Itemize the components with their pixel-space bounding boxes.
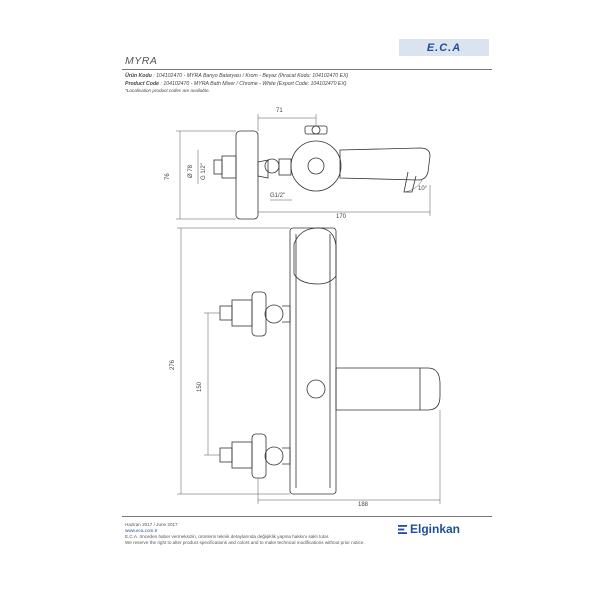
footer-disclaimer-tr: E.C.A. önceden haber vermeksizin, ürünlerin teknik detaylarında değişiklik yapma hakkını saklı tutar.	[125, 534, 330, 539]
handle-knob-top	[312, 126, 320, 134]
footer-date: Haziran 2017 / June 2017	[125, 522, 178, 527]
dim-label-276: 276	[170, 359, 176, 370]
mixer-core-top	[308, 158, 324, 174]
flow-lever	[336, 368, 440, 410]
top-view	[214, 126, 430, 219]
eccentric-top	[258, 160, 268, 178]
elginkan-logo-text: Elginkan	[410, 522, 461, 536]
footer-divider	[122, 516, 492, 517]
inlet-nut-upper	[232, 300, 252, 326]
eca-logo-text: E.C.A	[426, 41, 462, 54]
inlet-nut-lower	[232, 442, 252, 468]
product-title: MYRA	[125, 55, 158, 67]
inlet-nut-top	[222, 156, 236, 178]
product-code-en-value: : 104102470 - MYRA Bath Mixer / Chrome - White (Export Code: 104102470 EX)	[160, 81, 347, 87]
elginkan-logo	[398, 522, 460, 536]
localisation-note: *Localisation product codes are available.	[125, 88, 210, 93]
dim-label-76: 76	[165, 173, 171, 180]
dim-label-78: Ø 78	[188, 164, 194, 178]
dim-label-188: 188	[358, 502, 369, 508]
spout-top	[340, 148, 430, 180]
front-view	[220, 228, 440, 494]
footer-disclaimer-en: We reserve the right to alter product specifications and colors and to make technical modifications without prior notice.	[125, 540, 365, 545]
wall-plate	[236, 131, 258, 219]
mixer-body-top	[291, 141, 341, 191]
footer-website[interactable]: www.eca.com.tr	[125, 528, 158, 533]
inlet-thread-top	[214, 160, 222, 174]
flange-top	[265, 159, 279, 173]
diverter-knob	[307, 380, 325, 398]
wall-flange-upper	[252, 292, 266, 336]
product-code-en-label: Product Code	[125, 81, 160, 87]
eccentric-upper	[265, 305, 283, 323]
front-dimensions	[177, 228, 440, 504]
dim-label-170: 170	[336, 214, 347, 220]
elginkan-mark-icon	[398, 525, 407, 534]
dim-label-thread-left: G 1/2"	[201, 163, 207, 180]
eccentric-lower	[265, 447, 283, 465]
mixer-body-front	[290, 228, 336, 494]
handle-top	[305, 126, 327, 134]
inlet-thread-lower	[220, 448, 232, 462]
connector-top	[279, 159, 291, 175]
wall-flange-lower	[252, 434, 266, 478]
dim-label-thread-bottom: G1/2"	[270, 193, 286, 199]
product-code-tr-label: Ürün Kodu	[125, 73, 152, 79]
product-code-tr-value: : 104102470 - MYRA Banyo Bataryası / Krom - Beyaz (İhracat Kodu: 104102470 EX)	[153, 73, 349, 79]
dim-label-71: 71	[276, 108, 283, 114]
inlet-thread-upper	[220, 306, 232, 320]
dim-label-angle: 10°	[418, 186, 428, 192]
dim-label-150: 150	[197, 381, 203, 392]
